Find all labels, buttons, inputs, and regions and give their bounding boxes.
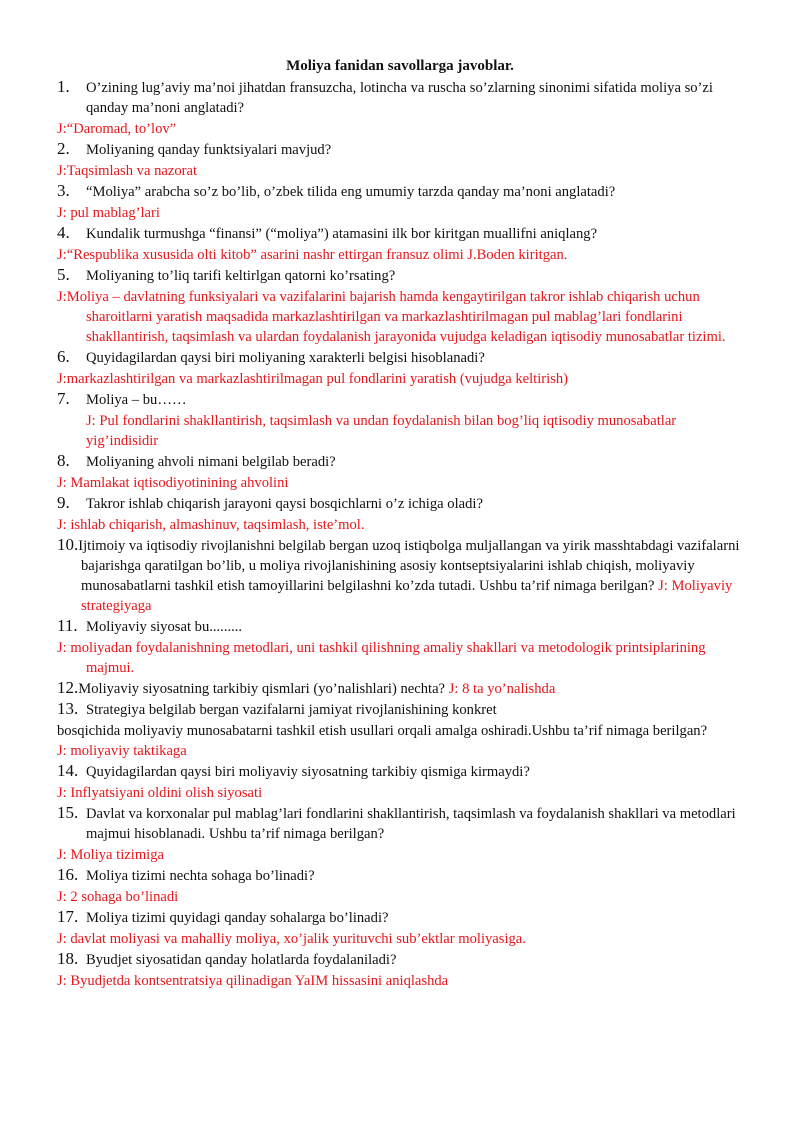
answer-8: J: Mamlakat iqtisodiyotinining ahvolini [57,475,289,491]
question-text: Moliyaviy siyosatning tarkibiy qismlari (yo’nalishlari) nechta? [78,681,446,697]
question-10 [57,535,747,616]
question-text: Moliyaviy siyosat bu......... [86,619,243,635]
question-number: 7. [57,389,70,408]
question-number: 8. [57,451,70,470]
question-text: Kundalik turmushga “finansi” (“moliya”) atamasini ilk bor kiritgan muallifni aniqlang? [86,226,598,242]
question-text: Moliya – bu…… [86,392,187,408]
question-16 [57,866,747,886]
question-2 [57,140,747,160]
question-text: Moliya tizimi quyidagi qanday sohalarga bo’linadi? [86,910,389,926]
answer-12: J: 8 ta yo’nalishda [448,681,556,697]
question-text: O’zining lug’aviy ma’noi jihatdan fransuzcha, lotincha va ruscha so’zlarning sinonimi sifatida moliya so’zi qanday ma’noni anglatadi? [86,80,713,116]
question-3 [57,182,747,202]
question-number: 11. [57,616,78,635]
question-text: Moliya tizimi nechta sohaga bo’linadi? [86,868,315,884]
question-8 [57,452,747,472]
page-title: Moliya fanidan savollarga javoblar. [286,58,514,74]
question-number: 5. [57,265,70,284]
question-text: Moliyaning to’liq tarifi keltirlgan qatorni ko’rsating? [86,268,396,284]
question-number: 15. [57,803,79,822]
question-7 [57,390,747,410]
answer-18: J: Byudjetda kontsentratsiya qilinadigan YaIM hissasini aniqlashda [57,973,449,989]
question-number: 12. [57,678,79,697]
answer-14: J: Inflyatsiyani oldini olish siyosati [57,785,263,801]
question-text: Davlat va korxonalar pul mablag’lari fondlarini shakllantirish, taqsimlash va foydalanish shakllari va metodlari majmui hisoblanadi. Ushbu ta’rif nimaga berilgan? [86,806,736,842]
question-text: Byudjet siyosatidan qanday holatlarda foydalaniladi? [86,952,397,968]
question-text: Takror ishlab chiqarish jarayoni qaysi bosqichlarni o’z ichiga oladi? [86,496,483,512]
answer-3: J: pul mablag’lari [57,205,160,221]
question-13 [57,700,747,720]
question-text: “Moliya” arabcha so’z bo’lib, o’zbek tilida eng umumiy tarzda qanday ma’noni anglatadi? [86,184,616,200]
answer-2: J:Taqsimlash va nazorat [57,163,198,179]
answer-17: J: davlat moliyasi va mahalliy moliya, xo’jalik yurituvchi sub’ektlar moliyasiga. [57,931,526,947]
answer-11: J: moliyadan foydalanishning metodlari, uni tashkil qilishning amaliy shakllari va metodologik printsiplarining majmui. [57,640,706,676]
question-number: 16. [57,865,79,884]
question-4 [57,224,747,244]
answer-7: J: Pul fondlarini shakllantirish, taqsimlash va undan foydalanish bilan bog’liq iqtisodiy munosabatlar yig’indisidir [86,413,677,449]
answer-16: J: 2 sohaga bo’linadi [57,889,179,905]
question-number: 13. [57,699,79,718]
question-11 [57,617,747,637]
answer-6: J:markazlashtirilgan va markazlashtirilmagan pul fondlarini yaratish (vujudga keltirish) [57,371,569,387]
question-5 [57,266,747,286]
answer-1: J:“Daromad, to’lov” [57,121,177,137]
question-number: 17. [57,907,79,926]
question-6 [57,348,747,368]
question-text: Strategiya belgilab bergan vazifalarni jamiyat rivojlanishining konkret [86,702,497,718]
question-number: 6. [57,347,70,366]
qa-list [57,77,747,991]
answer-5: J:Moliya – davlatning funksiyalari va vazifalarini bajarish hamda kengaytirilgan takror ishlab chiqarish uchun sharoitlarni yaratish maqsadida markazlashtirilgan va markazlashtirilmagan pul mablag’lari fondlarini shakllantirish, taqsimlash va ulardan foydalanish jarayonida vujudga keladigan iqtisodiy munosabatlar tizimi. [57,289,726,345]
answer-4: J:“Respublika xususida olti kitob” asarini nashr ettirgan fransuz olimi J.Boden kiritgan. [57,247,568,263]
question-number: 18. [57,949,79,968]
question-text: Quyidagilardan qaysi biri moliyaning xarakterli belgisi hisoblanadi? [86,350,485,366]
question-13-continued: bosqichida moliyaviy munosabatarni tashkil etish usullari orqali amalga oshiradi.Ushbu ta’rif nimaga berilgan? [57,723,708,739]
answer-10: J: Moliyaviy strategiyaga [81,578,733,614]
question-number: 2. [57,139,70,158]
answer-13: J: moliyaviy taktikaga [57,743,187,759]
question-text: Quyidagilardan qaysi biri moliyaviy siyosatning tarkibiy qismiga kirmaydi? [86,764,530,780]
question-14 [57,762,747,782]
question-12 [57,678,747,699]
question-text: Moliyaning qanday funktsiyalari mavjud? [86,142,332,158]
answer-15: J: Moliya tizimiga [57,847,165,863]
answer-9: J: ishlab chiqarish, almashinuv, taqsimlash, iste’mol. [57,517,365,533]
question-text: Ijtimoiy va iqtisodiy rivojlanishni belgilab bergan uzoq istiqbolga muljallangan va yirik masshtabdagi vazifalarni bajarishga qaratilgan bo’lib, u moliya rivojlanishining asosiy kontseptsiyalarini ishlab chiqish, moliyaviy munosabatlarni tashkil etish tamoyillarini belgilashni ko’zda tutadi. Ushbu ta’rif nimaga berilgan? [78,538,740,594]
question-text: Moliyaning ahvoli nimani belgilab beradi? [86,454,336,470]
question-15 [57,804,747,844]
question-number: 10. [57,535,79,554]
question-number: 4. [57,223,70,242]
question-number: 14. [57,761,79,780]
question-1 [57,78,747,118]
question-9 [57,494,747,514]
question-17 [57,908,747,928]
question-number: 1. [57,77,70,96]
question-number: 3. [57,181,70,200]
question-number: 9. [57,493,70,512]
question-18 [57,950,747,970]
